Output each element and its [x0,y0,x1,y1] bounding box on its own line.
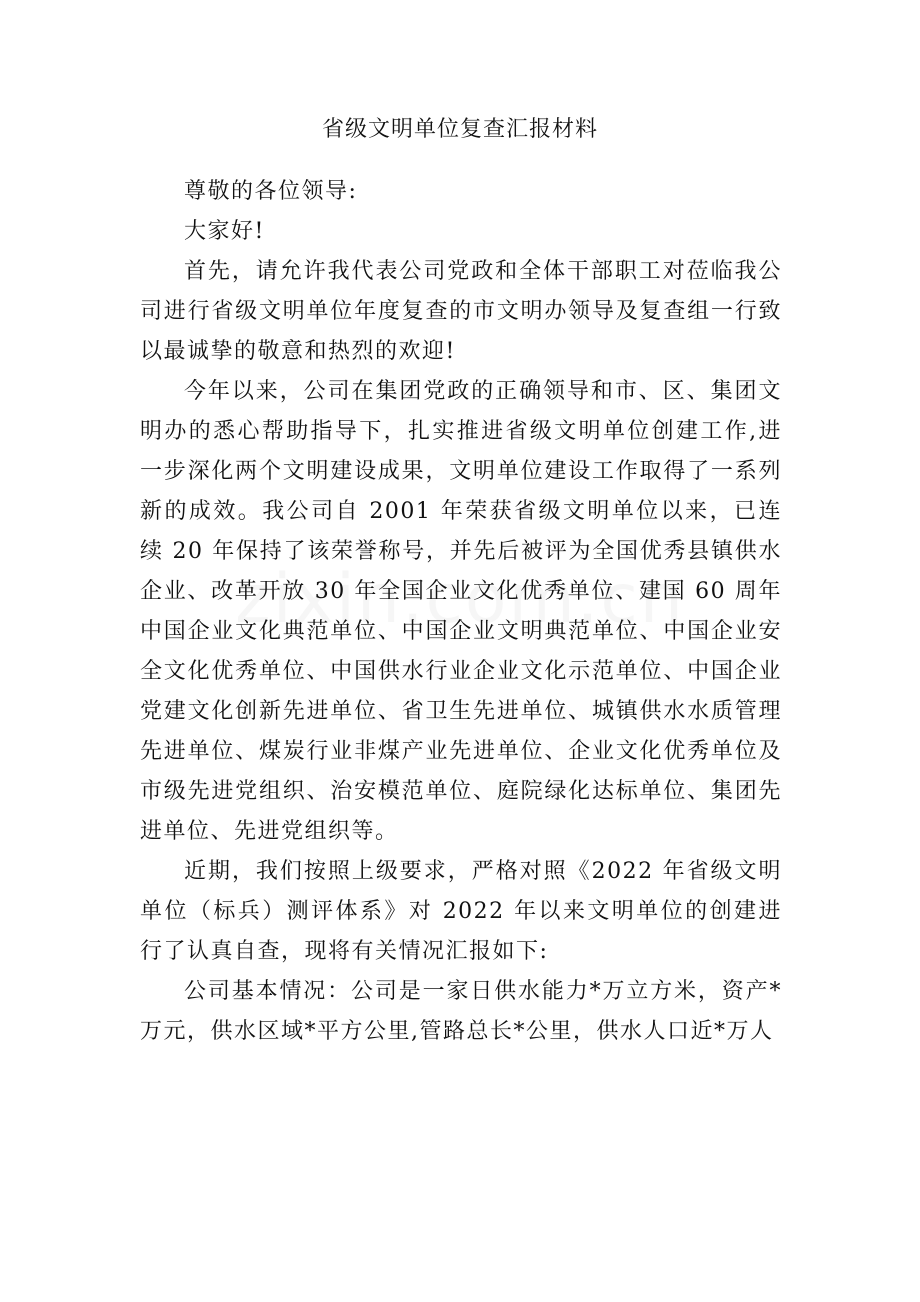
paragraph-welcome: 首先，请允许我代表公司党政和全体干部职工对莅临我公司进行省级文明单位年度复查的市文明办领导及复查组一行致以最诚挚的敬意和热烈的欢迎! [140,259,782,364]
document-title: 省级文明单位复查汇报材料 [321,117,598,142]
salutation: 尊敬的各位领导: [184,179,358,204]
document-body [140,172,782,1052]
paragraph-self-check: 近期，我们按照上级要求，严格对照《2022 年省级文明单位（标兵）测评体系》对 2022 年以来文明单位的创建进行了认真自查，现将有关情况汇报如下: [140,859,782,964]
paragraph-achievements: 今年以来，公司在集团党政的正确领导和市、区、集团文明办的悉心帮助指导下，扎实推进省级文明单位创建工作,进一步深化两个文明建设成果，文明单位建设工作取得了一系列新的成效。我公司自 2001 年荣获省级文明单位以来，已连续 20 年保持了该荣誉称号，并先后被评为全国优秀县镇供水企业、改革开放 30 年全国企业文化优秀单位、建国 60 周年中国企业文化典范单位、中国企业文明典范单位、中国企业安全文化优秀单位、中国供水行业企业文化示范单位、中国企业党建文化创新先进单位、省卫生先进单位、城镇供水水质管理先进单位、煤炭行业非煤产业先进单位、企业文化优秀单位及市级先进党组织、治安模范单位、庭院绿化达标单位、集团先进单位、先进党组织等。 [140,379,782,844]
greeting: 大家好! [184,219,265,244]
paragraph-company-overview: 公司基本情况：公司是一家日供水能力*万立方米，资产*万元，供水区域*平方公里,管路总长*公里，供水人口近*万人 [140,979,782,1044]
